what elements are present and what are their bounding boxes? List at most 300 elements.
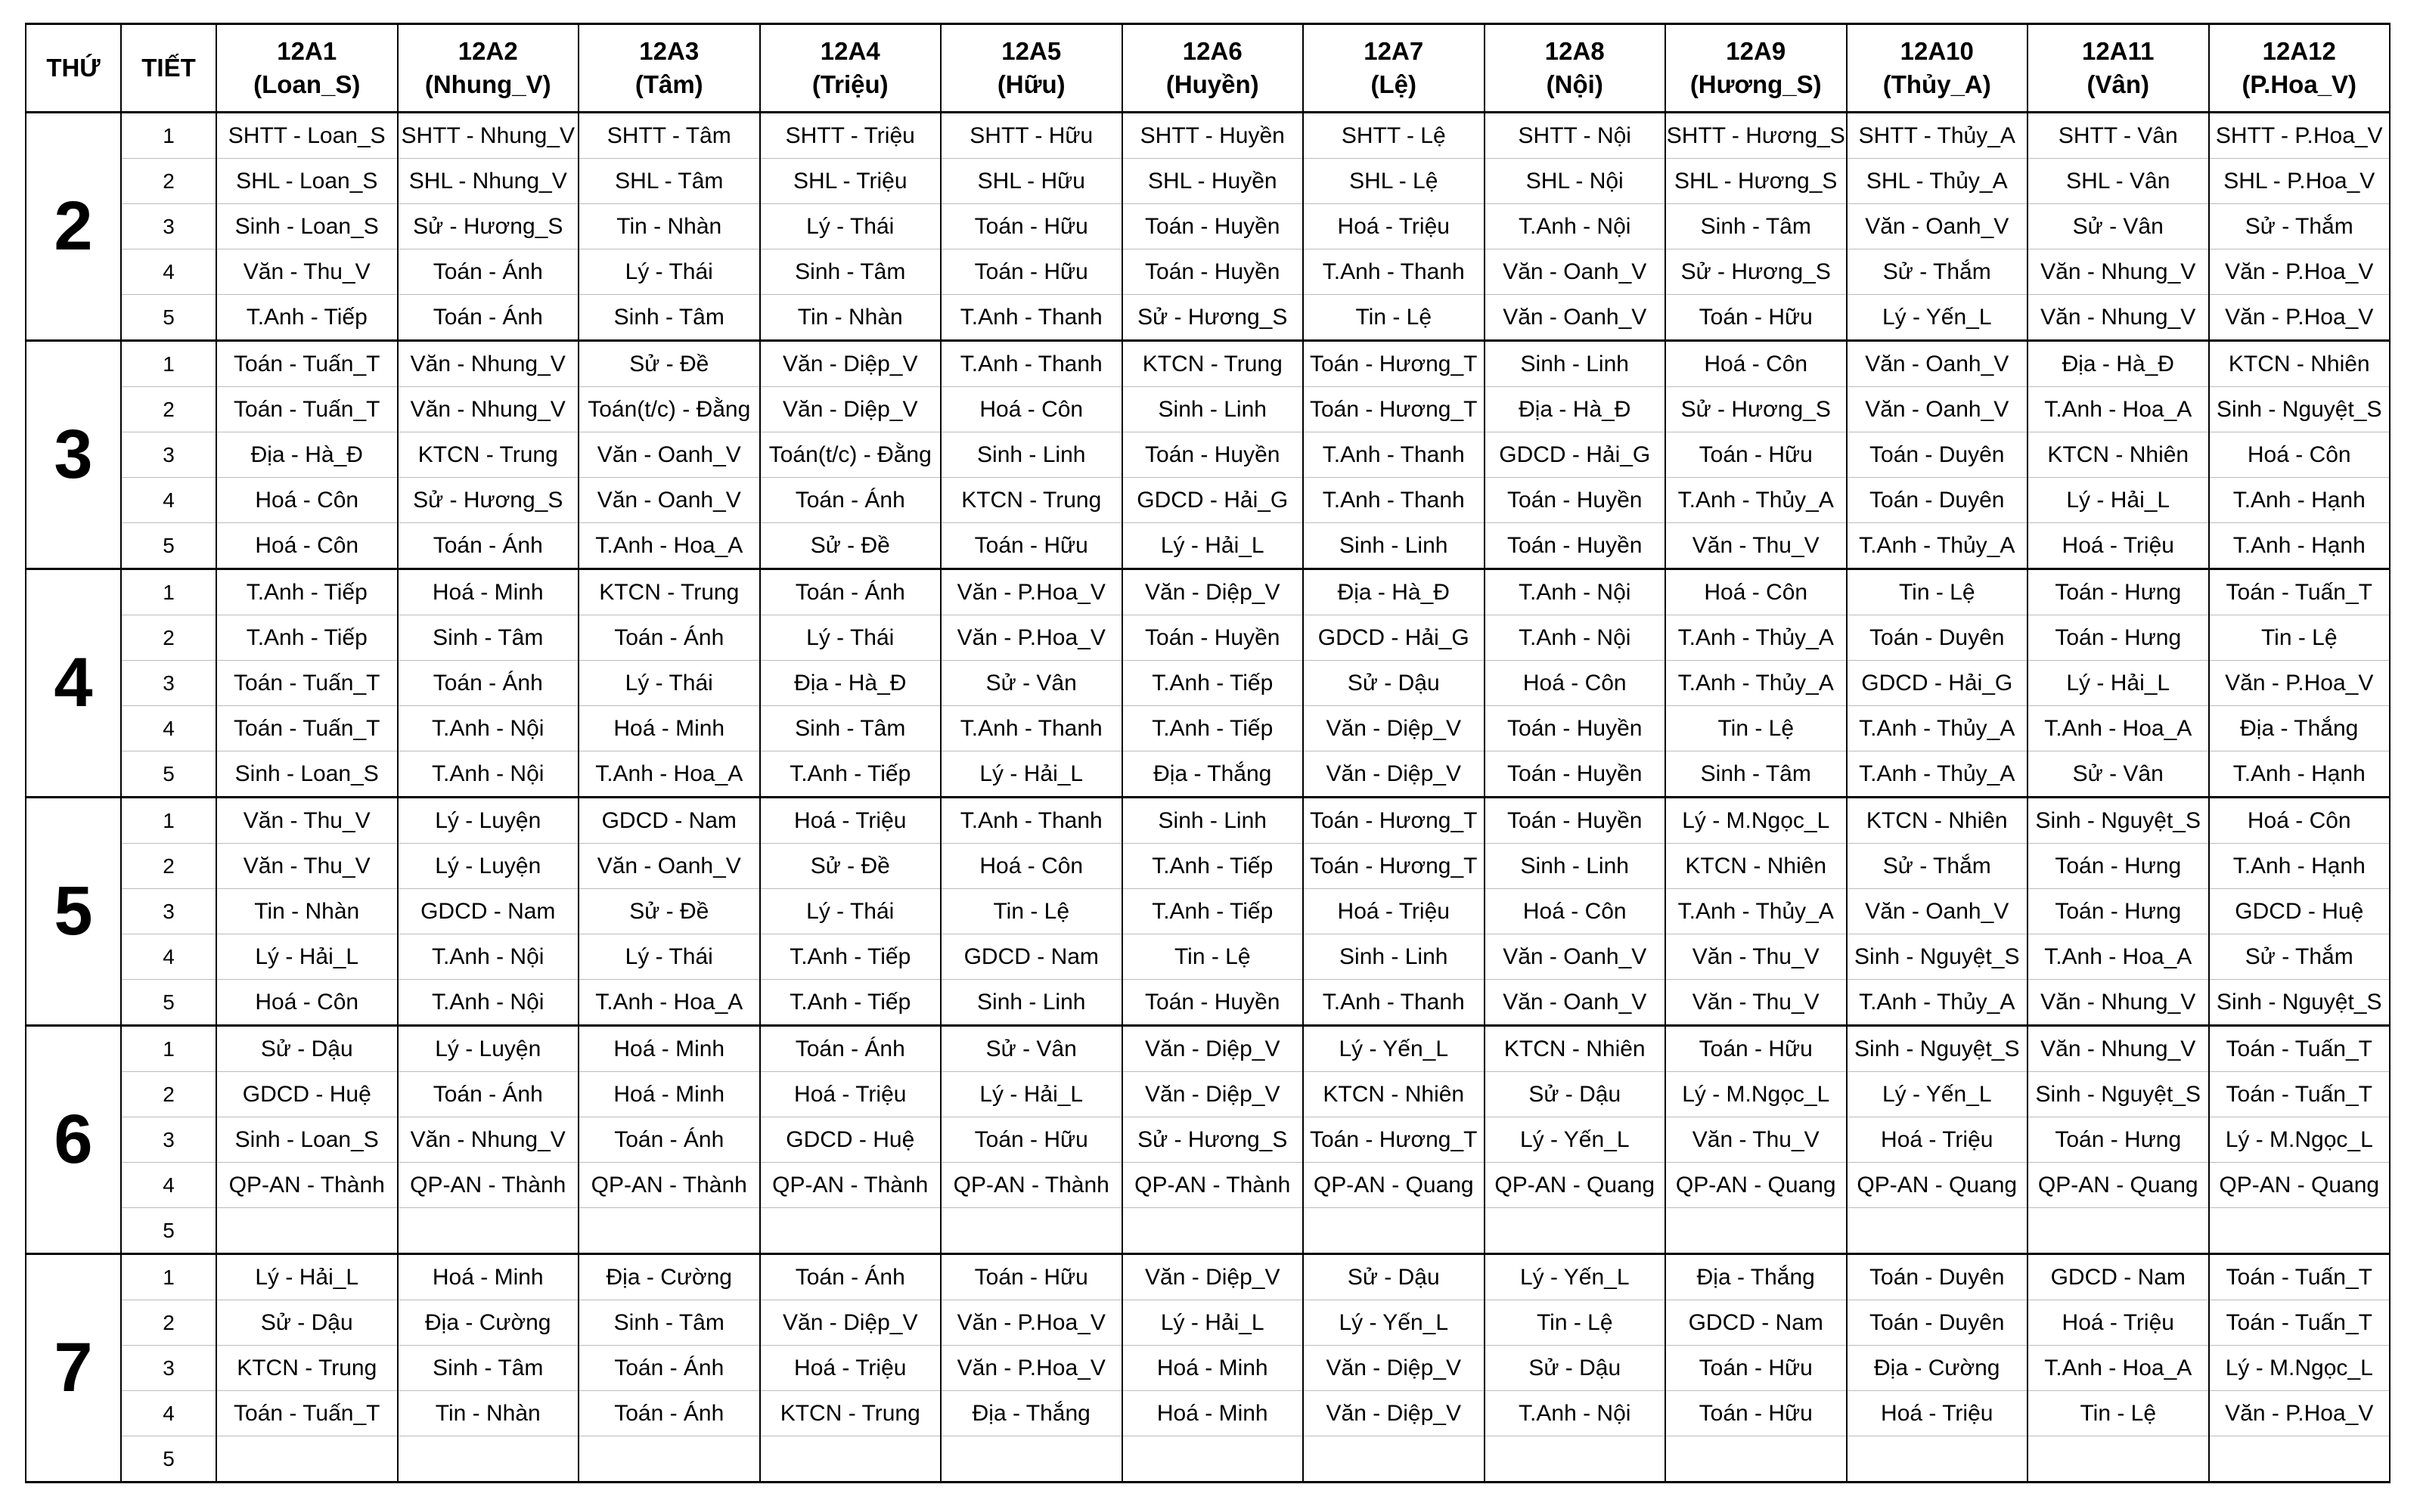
lesson-cell: T.Anh - Hoa_A: [2028, 387, 2209, 432]
lesson-cell: GDCD - Huệ: [216, 1072, 398, 1117]
lesson-cell: Tin - Lệ: [2028, 1391, 2209, 1436]
lesson-cell: GDCD - Huệ: [760, 1117, 942, 1163]
lesson-cell: T.Anh - Hạnh: [2209, 844, 2391, 889]
lesson-cell: GDCD - Nam: [579, 798, 760, 844]
period-number: 3: [121, 1117, 216, 1163]
lesson-cell: Toán - Hữu: [1665, 432, 1847, 478]
lesson-cell: SHTT - Triệu: [760, 113, 942, 159]
lesson-cell: Tin - Nhàn: [216, 889, 398, 934]
lesson-cell: Hoá - Minh: [1122, 1391, 1304, 1436]
lesson-cell: [216, 1436, 398, 1483]
lesson-cell: T.Anh - Hạnh: [2209, 523, 2391, 569]
lesson-cell: T.Anh - Hoa_A: [2028, 1346, 2209, 1391]
lesson-cell: Văn - P.Hoa_V: [941, 1346, 1122, 1391]
schedule-row: [26, 706, 2390, 751]
schedule-row: [26, 844, 2390, 889]
lesson-cell: [579, 1436, 760, 1483]
homeroom-teacher: (Thủy_A): [1882, 70, 1991, 98]
class-code: 12A10: [1900, 37, 1974, 65]
lesson-cell: Văn - Oanh_V: [579, 432, 760, 478]
lesson-cell: Hoá - Côn: [941, 387, 1122, 432]
period-number: 1: [121, 341, 216, 387]
class-code: 12A5: [1001, 37, 1062, 65]
lesson-cell: [1485, 1436, 1666, 1483]
lesson-cell: Toán - Hữu: [941, 523, 1122, 569]
lesson-cell: T.Anh - Hoa_A: [579, 523, 760, 569]
lesson-cell: Tin - Lệ: [941, 889, 1122, 934]
lesson-cell: Toán - Ánh: [579, 615, 760, 661]
lesson-cell: QP-AN - Quang: [2028, 1163, 2209, 1208]
lesson-cell: Sinh - Linh: [1485, 341, 1666, 387]
period-number: 4: [121, 478, 216, 523]
lesson-cell: Văn - Nhung_V: [398, 1117, 579, 1163]
schedule-row: [26, 1208, 2390, 1254]
homeroom-teacher: (Vân): [2086, 70, 2149, 98]
lesson-cell: Sinh - Linh: [941, 432, 1122, 478]
lesson-cell: Sử - Dậu: [1485, 1346, 1666, 1391]
lesson-cell: T.Anh - Thanh: [1303, 478, 1485, 523]
lesson-cell: [2209, 1436, 2391, 1483]
lesson-cell: Lý - Luyện: [398, 798, 579, 844]
class-code: 12A11: [2082, 37, 2155, 65]
lesson-cell: Toán - Ánh: [760, 1026, 942, 1072]
lesson-cell: Tin - Lệ: [1485, 1300, 1666, 1346]
lesson-cell: T.Anh - Tiếp: [1122, 661, 1304, 706]
lesson-cell: QP-AN - Thành: [216, 1163, 398, 1208]
lesson-cell: SHTT - Vân: [2028, 113, 2209, 159]
lesson-cell: T.Anh - Thanh: [941, 295, 1122, 341]
lesson-cell: Văn - Oanh_V: [1847, 889, 2028, 934]
lesson-cell: SHL - Nội: [1485, 159, 1666, 204]
lesson-cell: Toán - Huyền: [1485, 751, 1666, 798]
lesson-cell: Sinh - Tâm: [398, 1346, 579, 1391]
lesson-cell: KTCN - Trung: [398, 432, 579, 478]
lesson-cell: Lý - Hải_L: [941, 751, 1122, 798]
lesson-cell: Tin - Lệ: [1122, 934, 1304, 980]
period-number: 3: [121, 432, 216, 478]
lesson-cell: Hoá - Côn: [1665, 341, 1847, 387]
lesson-cell: Văn - Oanh_V: [579, 844, 760, 889]
lesson-cell: Lý - Yến_L: [1303, 1026, 1485, 1072]
lesson-cell: [1847, 1208, 2028, 1254]
lesson-cell: Sinh - Tâm: [579, 1300, 760, 1346]
lesson-cell: Lý - Thái: [579, 661, 760, 706]
lesson-cell: [2209, 1208, 2391, 1254]
lesson-cell: Toán - Huyền: [1485, 798, 1666, 844]
lesson-cell: Văn - Oanh_V: [1485, 249, 1666, 295]
lesson-cell: Văn - Diệp_V: [760, 387, 942, 432]
lesson-cell: Văn - P.Hoa_V: [941, 1300, 1122, 1346]
lesson-cell: Hoá - Côn: [216, 980, 398, 1026]
lesson-cell: Văn - Diệp_V: [1303, 706, 1485, 751]
lesson-cell: Toán - Tuấn_T: [216, 341, 398, 387]
class-code: 12A8: [1544, 37, 1605, 65]
lesson-cell: QP-AN - Quang: [1485, 1163, 1666, 1208]
class-code: 12A2: [458, 37, 518, 65]
lesson-cell: Sinh - Nguyệt_S: [2209, 980, 2391, 1026]
lesson-cell: Sử - Đề: [579, 341, 760, 387]
lesson-cell: GDCD - Huệ: [2209, 889, 2391, 934]
period-number: 5: [121, 1436, 216, 1483]
schedule-row: [26, 889, 2390, 934]
lesson-cell: T.Anh - Nội: [398, 934, 579, 980]
lesson-cell: Văn - Diệp_V: [760, 1300, 942, 1346]
lesson-cell: Lý - Hải_L: [216, 934, 398, 980]
period-number: 4: [121, 934, 216, 980]
day-label: 6: [26, 1026, 121, 1254]
lesson-cell: Toán - Tuấn_T: [2209, 569, 2391, 615]
period-number: 5: [121, 1208, 216, 1254]
lesson-cell: Sinh - Loan_S: [216, 751, 398, 798]
lesson-cell: Sử - Vân: [941, 661, 1122, 706]
lesson-cell: Tin - Lệ: [2209, 615, 2391, 661]
lesson-cell: Hoá - Côn: [2209, 798, 2391, 844]
schedule-row: [26, 387, 2390, 432]
lesson-cell: SHL - Triệu: [760, 159, 942, 204]
lesson-cell: Văn - Thu_V: [1665, 980, 1847, 1026]
lesson-cell: Hoá - Côn: [2209, 432, 2391, 478]
lesson-cell: Sử - Thắm: [2209, 934, 2391, 980]
lesson-cell: QP-AN - Quang: [1847, 1163, 2028, 1208]
lesson-cell: Văn - P.Hoa_V: [2209, 1391, 2391, 1436]
lesson-cell: Toán - Tuấn_T: [216, 706, 398, 751]
lesson-cell: Sử - Hương_S: [1665, 249, 1847, 295]
lesson-cell: T.Anh - Tiếp: [216, 295, 398, 341]
lesson-cell: T.Anh - Hạnh: [2209, 751, 2391, 798]
lesson-cell: Toán - Huyền: [1122, 432, 1304, 478]
lesson-cell: Sinh - Linh: [1122, 798, 1304, 844]
lesson-cell: Hoá - Minh: [398, 569, 579, 615]
lesson-cell: T.Anh - Thủy_A: [1665, 615, 1847, 661]
lesson-cell: Văn - Thu_V: [1665, 523, 1847, 569]
lesson-cell: Hoá - Côn: [1485, 661, 1666, 706]
lesson-cell: Văn - Oanh_V: [579, 478, 760, 523]
homeroom-teacher: (Huyền): [1165, 70, 1259, 98]
lesson-cell: [1303, 1208, 1485, 1254]
lesson-cell: Sử - Hương_S: [1122, 295, 1304, 341]
period-number: 5: [121, 751, 216, 798]
lesson-cell: Hoá - Triệu: [1847, 1391, 2028, 1436]
lesson-cell: Hoá - Côn: [216, 478, 398, 523]
lesson-cell: Toán - Hữu: [941, 1117, 1122, 1163]
homeroom-teacher: (Nhung_V): [424, 70, 551, 98]
schedule-row: [26, 661, 2390, 706]
lesson-cell: KTCN - Trung: [579, 569, 760, 615]
lesson-cell: SHTT - Hương_S: [1665, 113, 1847, 159]
period-number: 4: [121, 706, 216, 751]
lesson-cell: SHL - Huyền: [1122, 159, 1304, 204]
lesson-cell: T.Anh - Nội: [1485, 569, 1666, 615]
lesson-cell: SHL - Vân: [2028, 159, 2209, 204]
lesson-cell: Sinh - Linh: [1485, 844, 1666, 889]
lesson-cell: Văn - Diệp_V: [1122, 1026, 1304, 1072]
lesson-cell: GDCD - Nam: [1665, 1300, 1847, 1346]
lesson-cell: Toán - Tuấn_T: [216, 661, 398, 706]
lesson-cell: Toán - Huyền: [1122, 204, 1304, 249]
lesson-cell: SHL - Hữu: [941, 159, 1122, 204]
lesson-cell: GDCD - Hải_G: [1122, 478, 1304, 523]
lesson-cell: Toán - Hưng: [2028, 844, 2209, 889]
schedule-row: [26, 1163, 2390, 1208]
header-row: [26, 24, 2390, 113]
lesson-cell: Toán - Ánh: [579, 1346, 760, 1391]
schedule-row: [26, 1436, 2390, 1483]
lesson-cell: Toán - Hữu: [941, 1254, 1122, 1300]
lesson-cell: SHTT - Tâm: [579, 113, 760, 159]
lesson-cell: T.Anh - Thủy_A: [1847, 980, 2028, 1026]
lesson-cell: Lý - Yến_L: [1303, 1300, 1485, 1346]
class-header-12a12: [2209, 24, 2391, 113]
lesson-cell: Sử - Đề: [760, 844, 942, 889]
lesson-cell: Toán - Ánh: [760, 478, 942, 523]
schedule-row: [26, 1072, 2390, 1117]
lesson-cell: Lý - Yến_L: [1847, 295, 2028, 341]
lesson-cell: Toán - Ánh: [398, 661, 579, 706]
lesson-cell: Văn - Oanh_V: [1847, 204, 2028, 249]
lesson-cell: [579, 1208, 760, 1254]
period-number: 3: [121, 661, 216, 706]
homeroom-teacher: (Tâm): [634, 70, 703, 98]
lesson-cell: Văn - P.Hoa_V: [2209, 249, 2391, 295]
lesson-cell: GDCD - Nam: [398, 889, 579, 934]
lesson-cell: SHL - Thủy_A: [1847, 159, 2028, 204]
period-number: 3: [121, 1346, 216, 1391]
lesson-cell: T.Anh - Nội: [1485, 615, 1666, 661]
day-label: 4: [26, 569, 121, 798]
period-number: 1: [121, 1254, 216, 1300]
lesson-cell: T.Anh - Tiếp: [1122, 889, 1304, 934]
lesson-cell: T.Anh - Thanh: [1303, 432, 1485, 478]
lesson-cell: [1122, 1208, 1304, 1254]
lesson-cell: Toán - Tuấn_T: [216, 1391, 398, 1436]
lesson-cell: Văn - Diệp_V: [1122, 1254, 1304, 1300]
lesson-cell: [1303, 1436, 1485, 1483]
lesson-cell: Lý - M.Ngọc_L: [1665, 1072, 1847, 1117]
class-header-12a2: [398, 24, 579, 113]
lesson-cell: SHL - Loan_S: [216, 159, 398, 204]
class-header-12a3: [579, 24, 760, 113]
lesson-cell: Sinh - Loan_S: [216, 1117, 398, 1163]
homeroom-teacher: (P.Hoa_V): [2242, 70, 2357, 98]
lesson-cell: Tin - Nhàn: [579, 204, 760, 249]
lesson-cell: Toán - Hương_T: [1303, 1117, 1485, 1163]
lesson-cell: SHL - Lệ: [1303, 159, 1485, 204]
class-code: 12A12: [2262, 37, 2336, 65]
lesson-cell: T.Anh - Thủy_A: [1847, 523, 2028, 569]
lesson-cell: Hoá - Triệu: [760, 1072, 942, 1117]
period-number: 3: [121, 889, 216, 934]
lesson-cell: T.Anh - Nội: [1485, 1391, 1666, 1436]
lesson-cell: Văn - Nhung_V: [398, 387, 579, 432]
lesson-cell: Địa - Cường: [398, 1300, 579, 1346]
class-header-12a6: [1122, 24, 1304, 113]
lesson-cell: Lý - Hải_L: [2028, 661, 2209, 706]
lesson-cell: Sử - Vân: [2028, 751, 2209, 798]
lesson-cell: Sinh - Nguyệt_S: [1847, 934, 2028, 980]
lesson-cell: SHL - Hương_S: [1665, 159, 1847, 204]
lesson-cell: Văn - Oanh_V: [1485, 934, 1666, 980]
lesson-cell: Tin - Lệ: [1847, 569, 2028, 615]
lesson-cell: Toán - Hương_T: [1303, 387, 1485, 432]
lesson-cell: SHTT - P.Hoa_V: [2209, 113, 2391, 159]
lesson-cell: Địa - Thắng: [1122, 751, 1304, 798]
lesson-cell: Hoá - Minh: [1122, 1346, 1304, 1391]
day-label: 7: [26, 1254, 121, 1483]
lesson-cell: Toán - Hưng: [2028, 889, 2209, 934]
homeroom-teacher: (Triệu): [811, 70, 889, 98]
lesson-cell: Toán - Ánh: [760, 569, 942, 615]
lesson-cell: Sử - Thắm: [1847, 844, 2028, 889]
lesson-cell: [1122, 1436, 1304, 1483]
lesson-cell: Toán - Huyền: [1485, 523, 1666, 569]
lesson-cell: Toán(t/c) - Đằng: [760, 432, 942, 478]
lesson-cell: QP-AN - Quang: [1303, 1163, 1485, 1208]
lesson-cell: Lý - Hải_L: [941, 1072, 1122, 1117]
lesson-cell: Toán - Hữu: [941, 249, 1122, 295]
lesson-cell: Toán - Ánh: [760, 1254, 942, 1300]
lesson-cell: Lý - Yến_L: [1485, 1254, 1666, 1300]
class-code: 12A9: [1726, 37, 1786, 65]
lesson-cell: Lý - M.Ngọc_L: [2209, 1117, 2391, 1163]
lesson-cell: Lý - Hải_L: [1122, 523, 1304, 569]
lesson-cell: GDCD - Hải_G: [1303, 615, 1485, 661]
lesson-cell: Hoá - Côn: [1485, 889, 1666, 934]
lesson-cell: Lý - Hải_L: [2028, 478, 2209, 523]
schedule-row: [26, 980, 2390, 1026]
day-column-header: THỨ: [26, 24, 121, 113]
schedule-row: [26, 341, 2390, 387]
lesson-cell: Sinh - Linh: [1303, 523, 1485, 569]
lesson-cell: Toán - Huyền: [1485, 706, 1666, 751]
lesson-cell: Địa - Thắng: [2209, 706, 2391, 751]
lesson-cell: Địa - Hà_Đ: [2028, 341, 2209, 387]
lesson-cell: Địa - Hà_Đ: [760, 661, 942, 706]
lesson-cell: Lý - Thái: [760, 204, 942, 249]
lesson-cell: T.Anh - Tiếp: [760, 751, 942, 798]
lesson-cell: SHL - Nhung_V: [398, 159, 579, 204]
lesson-cell: Toán - Duyên: [1847, 615, 2028, 661]
lesson-cell: Văn - Diệp_V: [1303, 1391, 1485, 1436]
lesson-cell: SHTT - Huyền: [1122, 113, 1304, 159]
lesson-cell: Toán - Huyền: [1122, 980, 1304, 1026]
period-number: 4: [121, 249, 216, 295]
schedule-row: [26, 159, 2390, 204]
lesson-cell: Địa - Hà_Đ: [216, 432, 398, 478]
lesson-cell: KTCN - Nhiên: [2028, 432, 2209, 478]
class-header-12a8: [1485, 24, 1666, 113]
lesson-cell: T.Anh - Tiếp: [760, 980, 942, 1026]
lesson-cell: Địa - Thắng: [1665, 1254, 1847, 1300]
lesson-cell: T.Anh - Tiếp: [1122, 844, 1304, 889]
lesson-cell: GDCD - Nam: [941, 934, 1122, 980]
lesson-cell: KTCN - Nhiên: [1847, 798, 2028, 844]
homeroom-teacher: (Lệ): [1370, 70, 1416, 98]
lesson-cell: Sử - Hương_S: [1665, 387, 1847, 432]
class-code: 12A4: [820, 37, 880, 65]
lesson-cell: Toán - Hưng: [2028, 615, 2209, 661]
lesson-cell: Hoá - Côn: [216, 523, 398, 569]
lesson-cell: Sử - Thắm: [2209, 204, 2391, 249]
lesson-cell: T.Anh - Hoa_A: [2028, 706, 2209, 751]
lesson-cell: Toán - Ánh: [579, 1391, 760, 1436]
lesson-cell: Hoá - Triệu: [1303, 204, 1485, 249]
schedule-row: [26, 432, 2390, 478]
timetable: [25, 23, 2391, 1483]
period-number: 5: [121, 523, 216, 569]
lesson-cell: T.Anh - Thủy_A: [1847, 751, 2028, 798]
lesson-cell: Hoá - Minh: [579, 1072, 760, 1117]
period-number: 2: [121, 1072, 216, 1117]
lesson-cell: GDCD - Hải_G: [1485, 432, 1666, 478]
lesson-cell: GDCD - Nam: [2028, 1254, 2209, 1300]
lesson-cell: T.Anh - Tiếp: [760, 934, 942, 980]
lesson-cell: SHTT - Loan_S: [216, 113, 398, 159]
lesson-cell: Địa - Hà_Đ: [1485, 387, 1666, 432]
lesson-cell: Sử - Vân: [941, 1026, 1122, 1072]
lesson-cell: [2028, 1208, 2209, 1254]
period-number: 1: [121, 1026, 216, 1072]
period-number: 1: [121, 113, 216, 159]
lesson-cell: Sinh - Nguyệt_S: [2209, 387, 2391, 432]
schedule-row: [26, 1254, 2390, 1300]
lesson-cell: T.Anh - Hạnh: [2209, 478, 2391, 523]
lesson-cell: Sử - Hương_S: [398, 478, 579, 523]
lesson-cell: Sử - Dậu: [1303, 1254, 1485, 1300]
period-number: 4: [121, 1391, 216, 1436]
schedule-row: [26, 934, 2390, 980]
lesson-cell: Toán - Hưng: [2028, 1117, 2209, 1163]
lesson-cell: T.Anh - Nội: [1485, 204, 1666, 249]
lesson-cell: Hoá - Triệu: [2028, 1300, 2209, 1346]
lesson-cell: Sử - Dậu: [1485, 1072, 1666, 1117]
lesson-cell: Tin - Lệ: [1303, 295, 1485, 341]
lesson-cell: Sử - Vân: [2028, 204, 2209, 249]
lesson-cell: Văn - Diệp_V: [1303, 751, 1485, 798]
lesson-cell: Văn - P.Hoa_V: [941, 569, 1122, 615]
lesson-cell: Lý - Yến_L: [1847, 1072, 2028, 1117]
lesson-cell: Văn - P.Hoa_V: [2209, 661, 2391, 706]
class-header-12a10: [1847, 24, 2028, 113]
lesson-cell: QP-AN - Thành: [579, 1163, 760, 1208]
lesson-cell: QP-AN - Thành: [1122, 1163, 1304, 1208]
lesson-cell: T.Anh - Thanh: [941, 706, 1122, 751]
lesson-cell: [941, 1436, 1122, 1483]
class-header-12a4: [760, 24, 942, 113]
lesson-cell: T.Anh - Thủy_A: [1665, 661, 1847, 706]
lesson-cell: Lý - M.Ngọc_L: [2209, 1346, 2391, 1391]
lesson-cell: Toán - Huyền: [1122, 615, 1304, 661]
lesson-cell: Toán - Hương_T: [1303, 798, 1485, 844]
lesson-cell: Toán - Hữu: [1665, 1026, 1847, 1072]
day-label: 2: [26, 113, 121, 341]
lesson-cell: KTCN - Trung: [760, 1391, 942, 1436]
lesson-cell: SHTT - Nội: [1485, 113, 1666, 159]
period-number: 2: [121, 387, 216, 432]
lesson-cell: Sinh - Tâm: [760, 249, 942, 295]
lesson-cell: Hoá - Côn: [1665, 569, 1847, 615]
lesson-cell: Toán - Duyên: [1847, 1300, 2028, 1346]
lesson-cell: Sinh - Tâm: [760, 706, 942, 751]
lesson-cell: Hoá - Minh: [579, 1026, 760, 1072]
lesson-cell: T.Anh - Thủy_A: [1665, 478, 1847, 523]
class-header-12a7: [1303, 24, 1485, 113]
period-number: 5: [121, 295, 216, 341]
lesson-cell: Toán - Huyền: [1485, 478, 1666, 523]
lesson-cell: [760, 1436, 942, 1483]
lesson-cell: Văn - Nhung_V: [2028, 980, 2209, 1026]
lesson-cell: [1665, 1436, 1847, 1483]
lesson-cell: Văn - Oanh_V: [1847, 387, 2028, 432]
